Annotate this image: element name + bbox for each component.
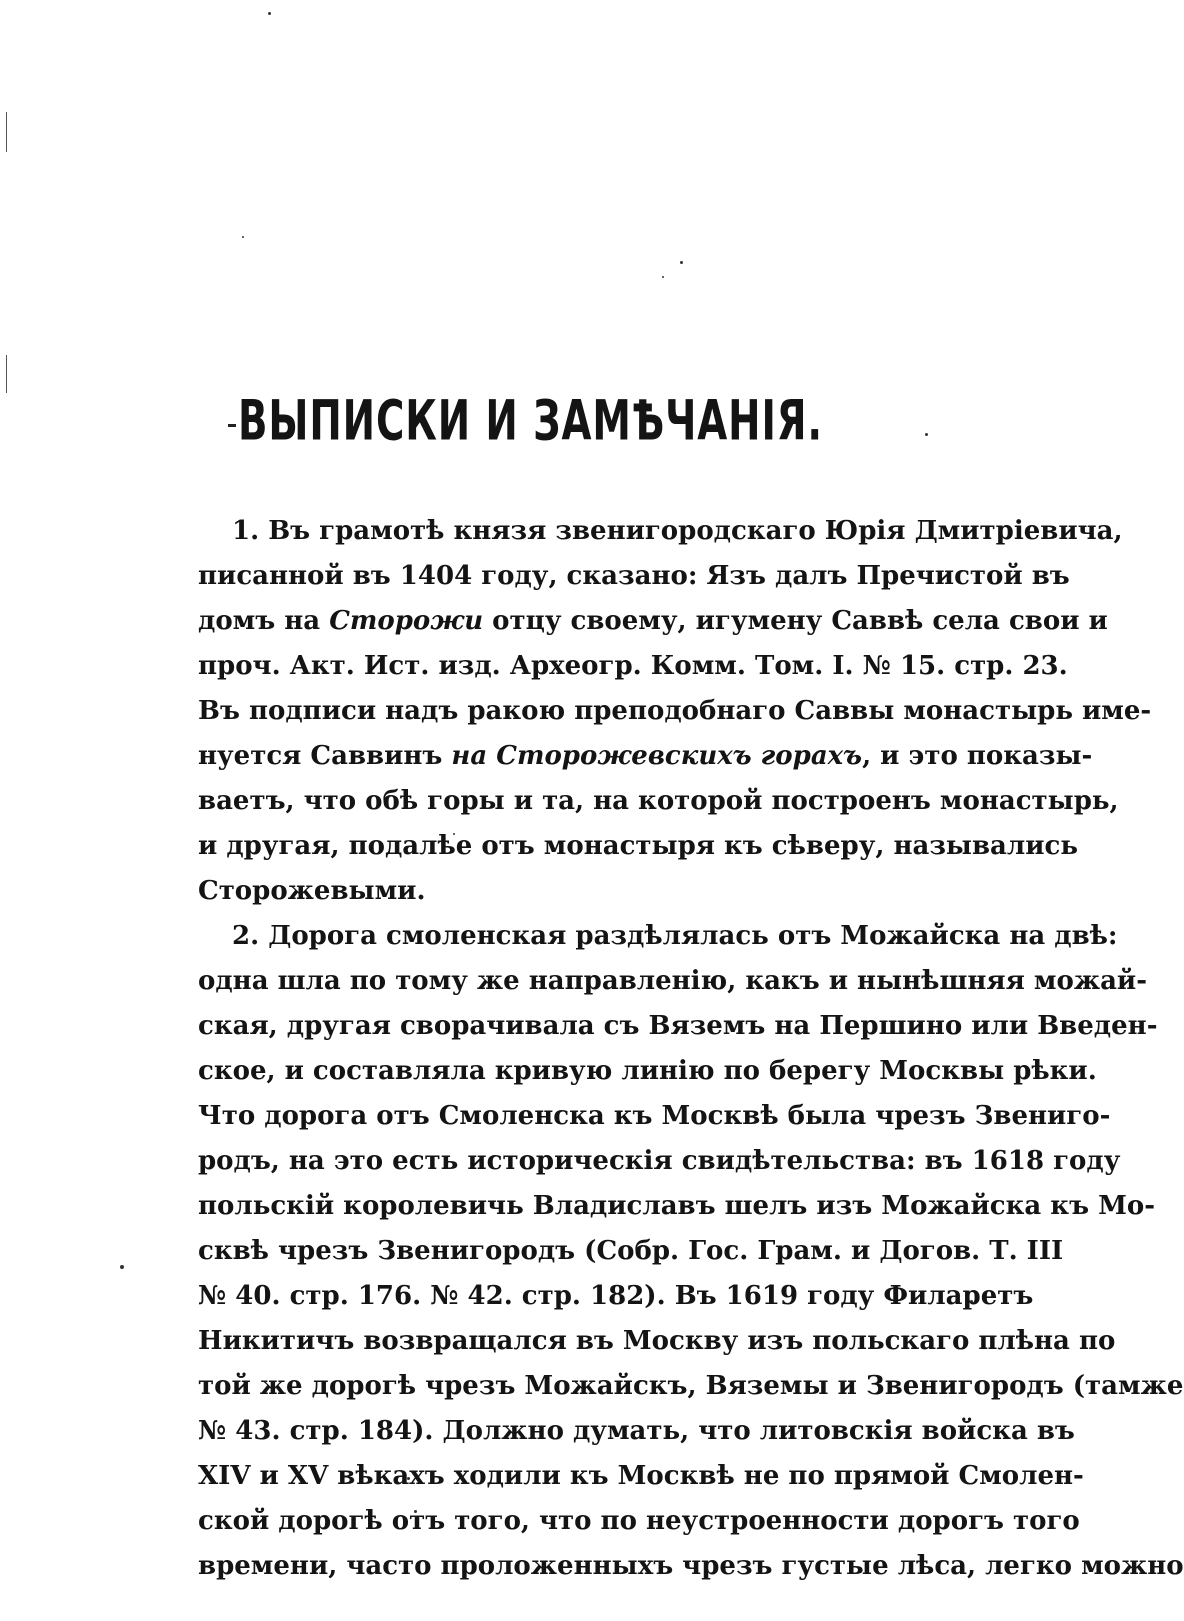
text-segment: Сторожевыми. [198, 876, 426, 906]
text-line [198, 1544, 1184, 1589]
text-segment: отцу своему, игумену Саввѣ села свои и [483, 606, 1108, 636]
paper-speck [925, 433, 928, 436]
text-line [198, 1364, 1184, 1409]
paper-speck [242, 236, 244, 238]
text-segment: нуется Саввинъ [198, 741, 452, 771]
text-line [198, 1274, 1034, 1319]
text-segment: 2. Дорога смоленская раздѣлялась отъ Можайска на двѣ: [232, 921, 1118, 951]
text-line [198, 1184, 1155, 1229]
text-segment: ской дорогѣ отъ того, что по неустроенности дорогъ того [198, 1506, 1080, 1536]
text-segment: Въ подписи надъ ракою преподобнаго Саввы монастырь име- [198, 696, 1152, 726]
body-text [198, 509, 1184, 1589]
text-segment: Что дорога отъ Смоленска къ Москвѣ была чрезъ Звениго- [198, 1101, 1111, 1131]
text-segment: ское, и составляла кривую линію по берегу Москвы рѣки. [198, 1056, 1097, 1086]
text-segment: № 40. стр. 176. № 42. стр. 182). Въ 1619 году Филаретъ [198, 1281, 1034, 1311]
text-segment: Никитичъ возвращался въ Москву изъ польскаго плѣна по [198, 1326, 1116, 1356]
paper-speck [120, 1265, 124, 1269]
text-line [198, 1229, 1064, 1274]
text-segment: писанной въ 1404 году, сказано: Язъ далъ Пречистой въ [198, 561, 1070, 591]
text-segment: сквѣ чрезъ Звенигородъ (Собр. Гос. Грам. и Догов. Т. III [198, 1236, 1064, 1266]
text-line [198, 869, 958, 914]
text-line [198, 824, 1078, 869]
text-line [198, 914, 1118, 959]
paragraph-1 [198, 509, 1152, 914]
scan-margin-mark [6, 112, 7, 152]
page-title: ВЫПИСКИ И ЗАМѢЧАНІЯ. [238, 389, 824, 454]
text-line [198, 509, 1123, 554]
text-segment: родъ, на это есть историческія свидѣтельства: въ 1618 году [198, 1146, 1121, 1176]
text-line [198, 959, 1147, 1004]
text-line [198, 1094, 1111, 1139]
text-line [198, 689, 1152, 734]
text-line [198, 554, 1070, 599]
title-dash [228, 424, 236, 427]
italic-phrase: Сторожи [329, 606, 484, 636]
paragraph-2 [198, 914, 1184, 1589]
scan-margin-mark [6, 355, 7, 393]
text-segment: , и это показы- [862, 741, 1093, 771]
text-line [198, 1409, 1075, 1454]
italic-phrase: на Сторожевскихъ горахъ [451, 741, 863, 771]
paper-speck [662, 276, 664, 278]
text-segment: ская, другая сворачивала съ Вяземъ на Першино или Введен- [198, 1011, 1158, 1041]
text-segment: польскій королевичь Владиславъ шелъ изъ Можайска къ Мо- [198, 1191, 1155, 1221]
text-segment: проч. Акт. Ист. изд. Археогр. Комм. Том. I. № 15. стр. 23. [198, 651, 1068, 681]
paper-speck [680, 261, 683, 264]
text-line [198, 1004, 1158, 1049]
text-segment: ваетъ, что обѣ горы и та, на которой построенъ монастырь, [198, 786, 1119, 816]
text-segment: одна шла по тому же направленію, какъ и нынѣшняя можай- [198, 966, 1147, 996]
text-segment: времени, часто проложенныхъ чрезъ густые лѣса, легко можно [198, 1551, 1184, 1581]
text-line [198, 1499, 1080, 1544]
text-line [198, 779, 1119, 824]
text-segment: 1. Въ грамотѣ князя звенигородскаго Юрія Дмитріевича, [232, 516, 1123, 546]
text-line [198, 1049, 1097, 1094]
text-line [198, 1454, 1084, 1499]
text-line [198, 1139, 1121, 1184]
text-line [198, 1319, 1116, 1364]
text-segment: той же дорогѣ чрезъ Можайскъ, Вяземы и Звенигородъ (тамже [198, 1371, 1184, 1401]
text-line [198, 644, 1068, 689]
text-segment: домъ на [198, 606, 330, 636]
text-line [198, 599, 1108, 644]
text-line [198, 734, 1093, 779]
paper-speck [268, 12, 271, 15]
text-segment: и другая, подалѣе отъ монастыря къ сѣверу, назывались [198, 831, 1078, 861]
text-segment: XIV и XV вѣкахъ ходили къ Москвѣ не по прямой Смолен- [198, 1461, 1084, 1491]
text-segment: № 43. стр. 184). Должно думать, что литовскія войска въ [198, 1416, 1075, 1446]
